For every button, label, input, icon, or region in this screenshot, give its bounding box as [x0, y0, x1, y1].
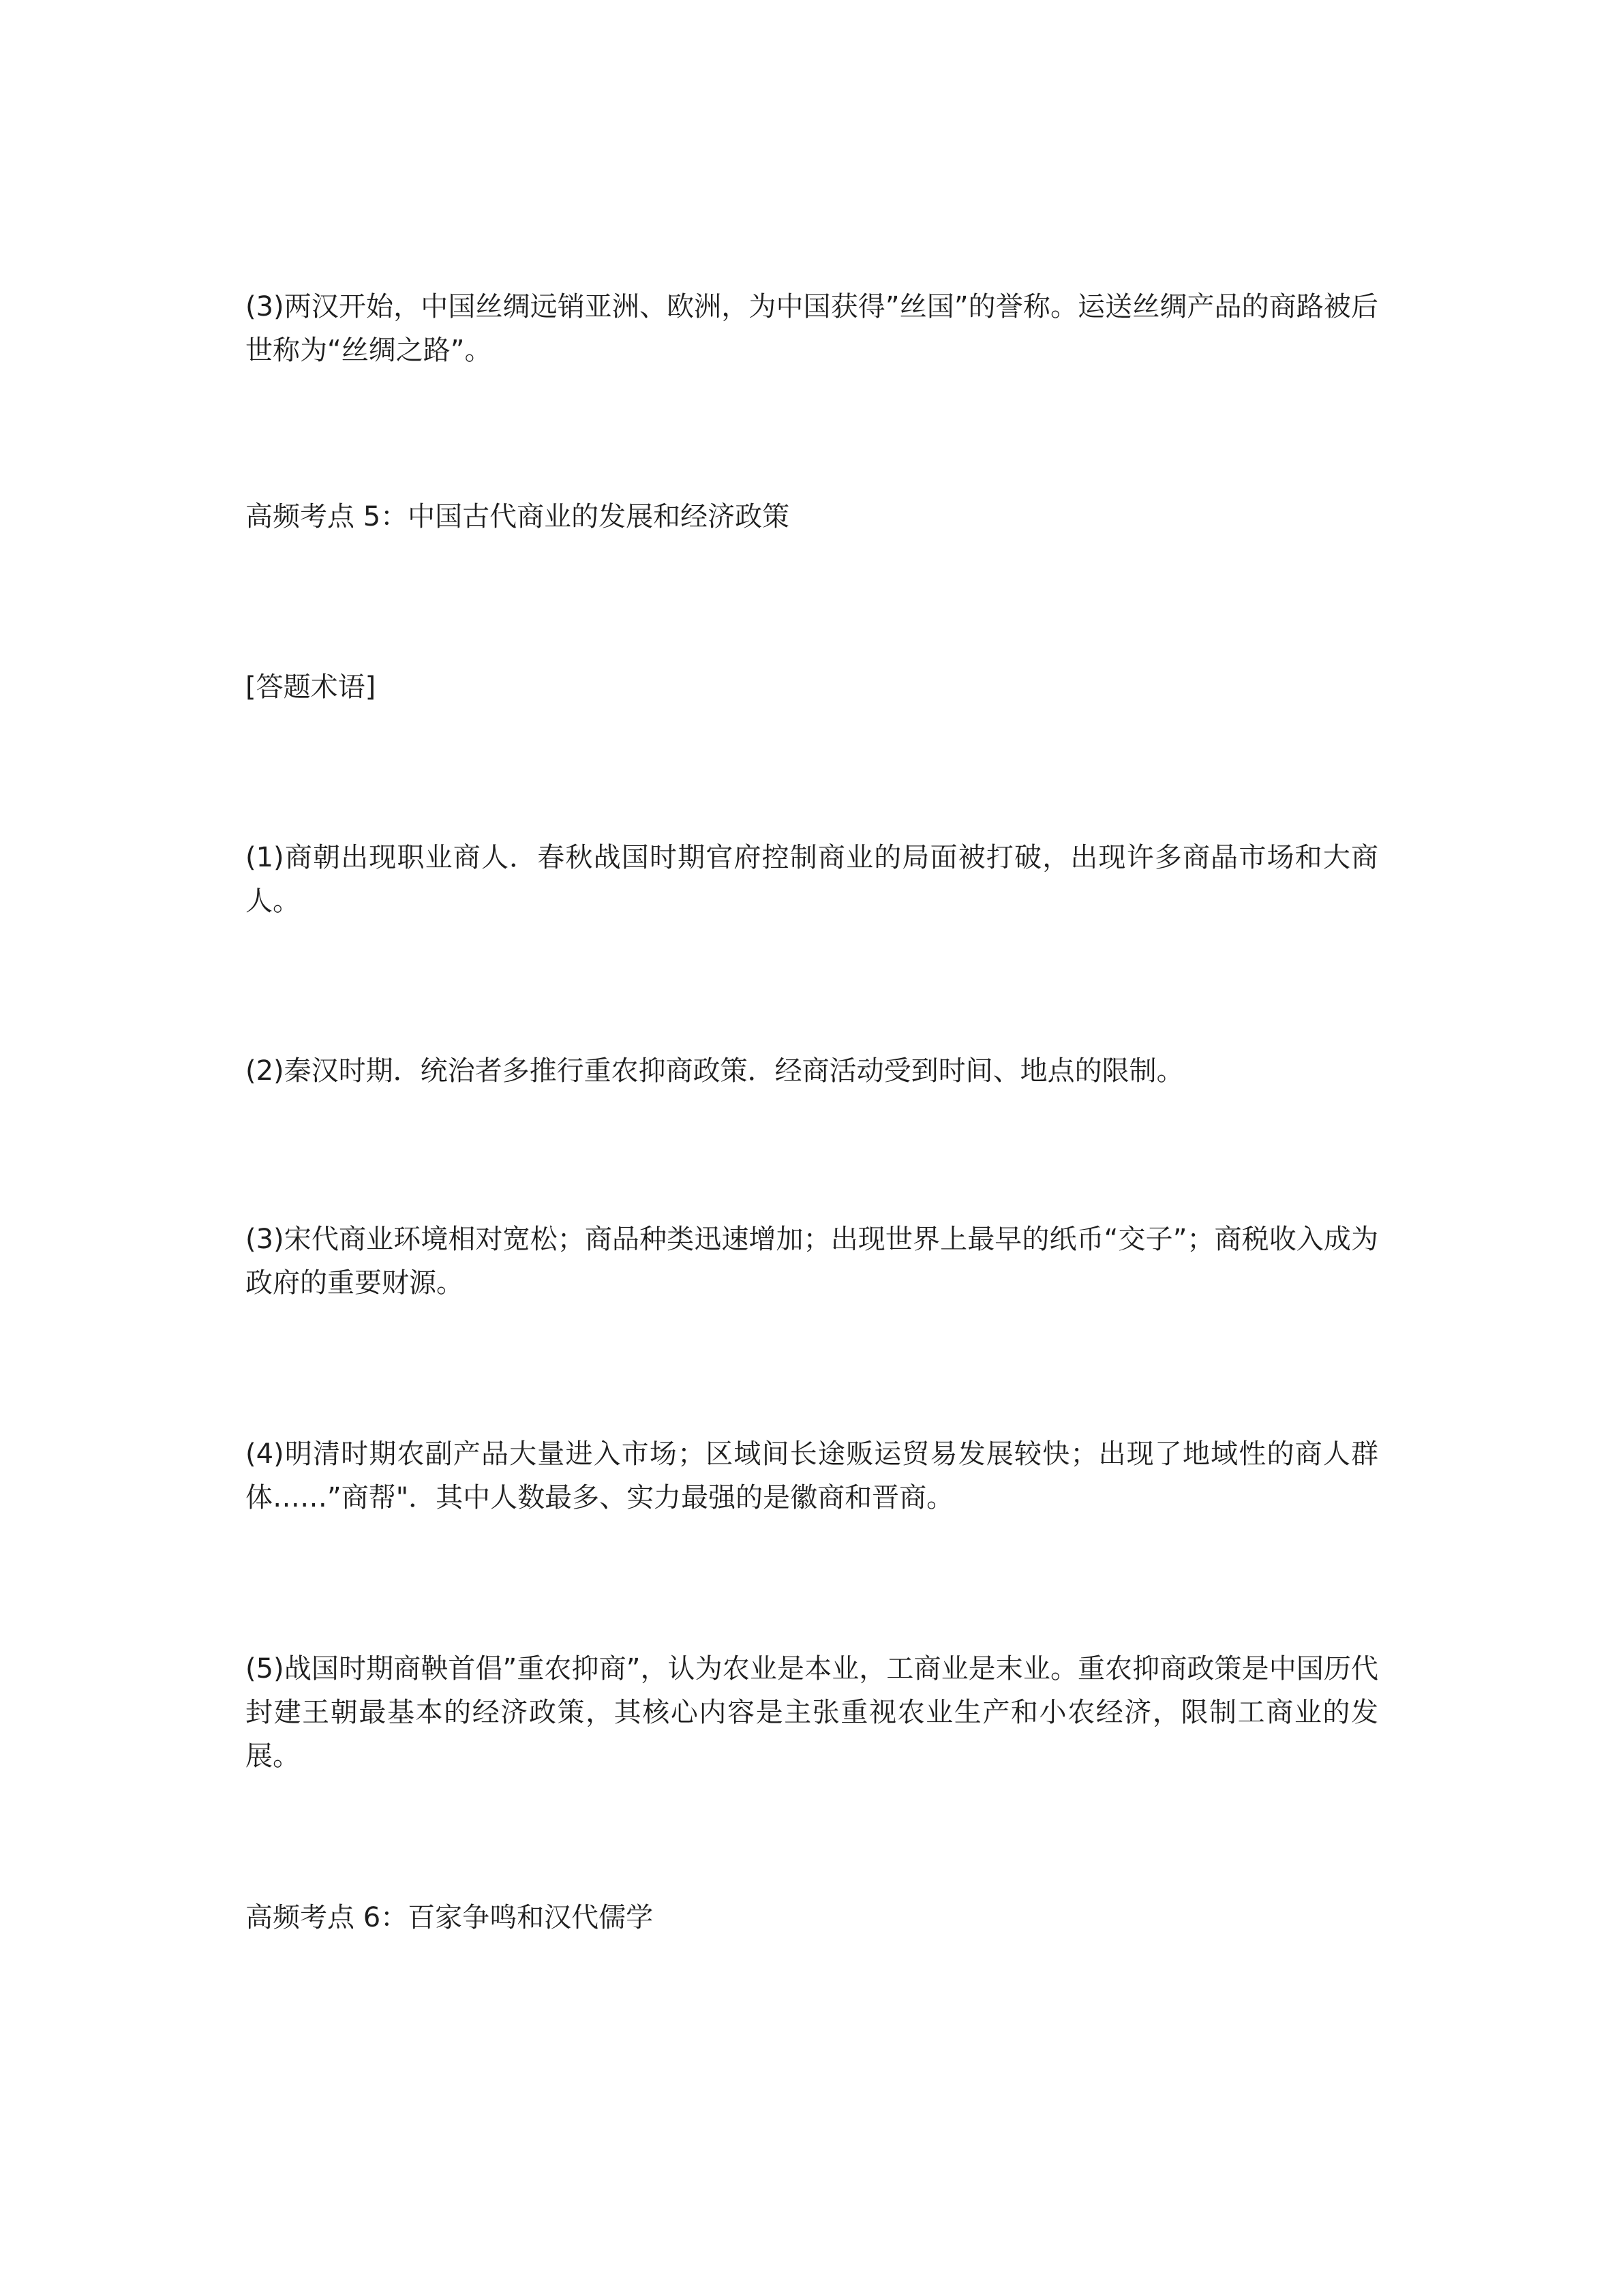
- paragraph-item-2: (2)秦汉时期．统治者多推行重农抑商政策．经商活动受到时间、地点的限制。: [245, 1055, 1184, 1087]
- paragraph-item-4: (4)明清时期农副产品大量进入市场；区域间长途贩运贸易发展较快；出现了地域性的商人群体……”商帮"．其中人数最多、实力最强的是徽商和晋商。: [245, 1438, 1378, 1513]
- paragraph-silk-road: (3)两汉开始，中国丝绸远销亚洲、欧洲，为中国获得”丝国”的誉称。运送丝绸产品的商路被后世称为“丝绸之路”。: [245, 291, 1378, 366]
- section-heading-5: 高频考点 5：中国古代商业的发展和经济政策: [245, 501, 790, 532]
- paragraph-item-5: (5)战国时期商鞅首倡”重农抑商”，认为农业是本业，工商业是末业。重农抑商政策是中国历代封建王朝最基本的经济政策，其核心内容是主张重视农业生产和小农经济，限制工商业的发展。: [245, 1653, 1378, 1772]
- paragraph-item-1: (1)商朝出现职业商人．春秋战国时期官府控制商业的局面被打破，出现许多商晶市场和大商人。: [245, 842, 1378, 917]
- answer-terms-label: [答题术语]: [245, 671, 376, 703]
- paragraph-item-3: (3)宋代商业环境相对宽松；商品种类迅速增加；出现世界上最早的纸币“交子”；商税收入成为政府的重要财源。: [245, 1224, 1378, 1299]
- section-heading-6: 高频考点 6：百家争鸣和汉代儒学: [245, 1902, 654, 1933]
